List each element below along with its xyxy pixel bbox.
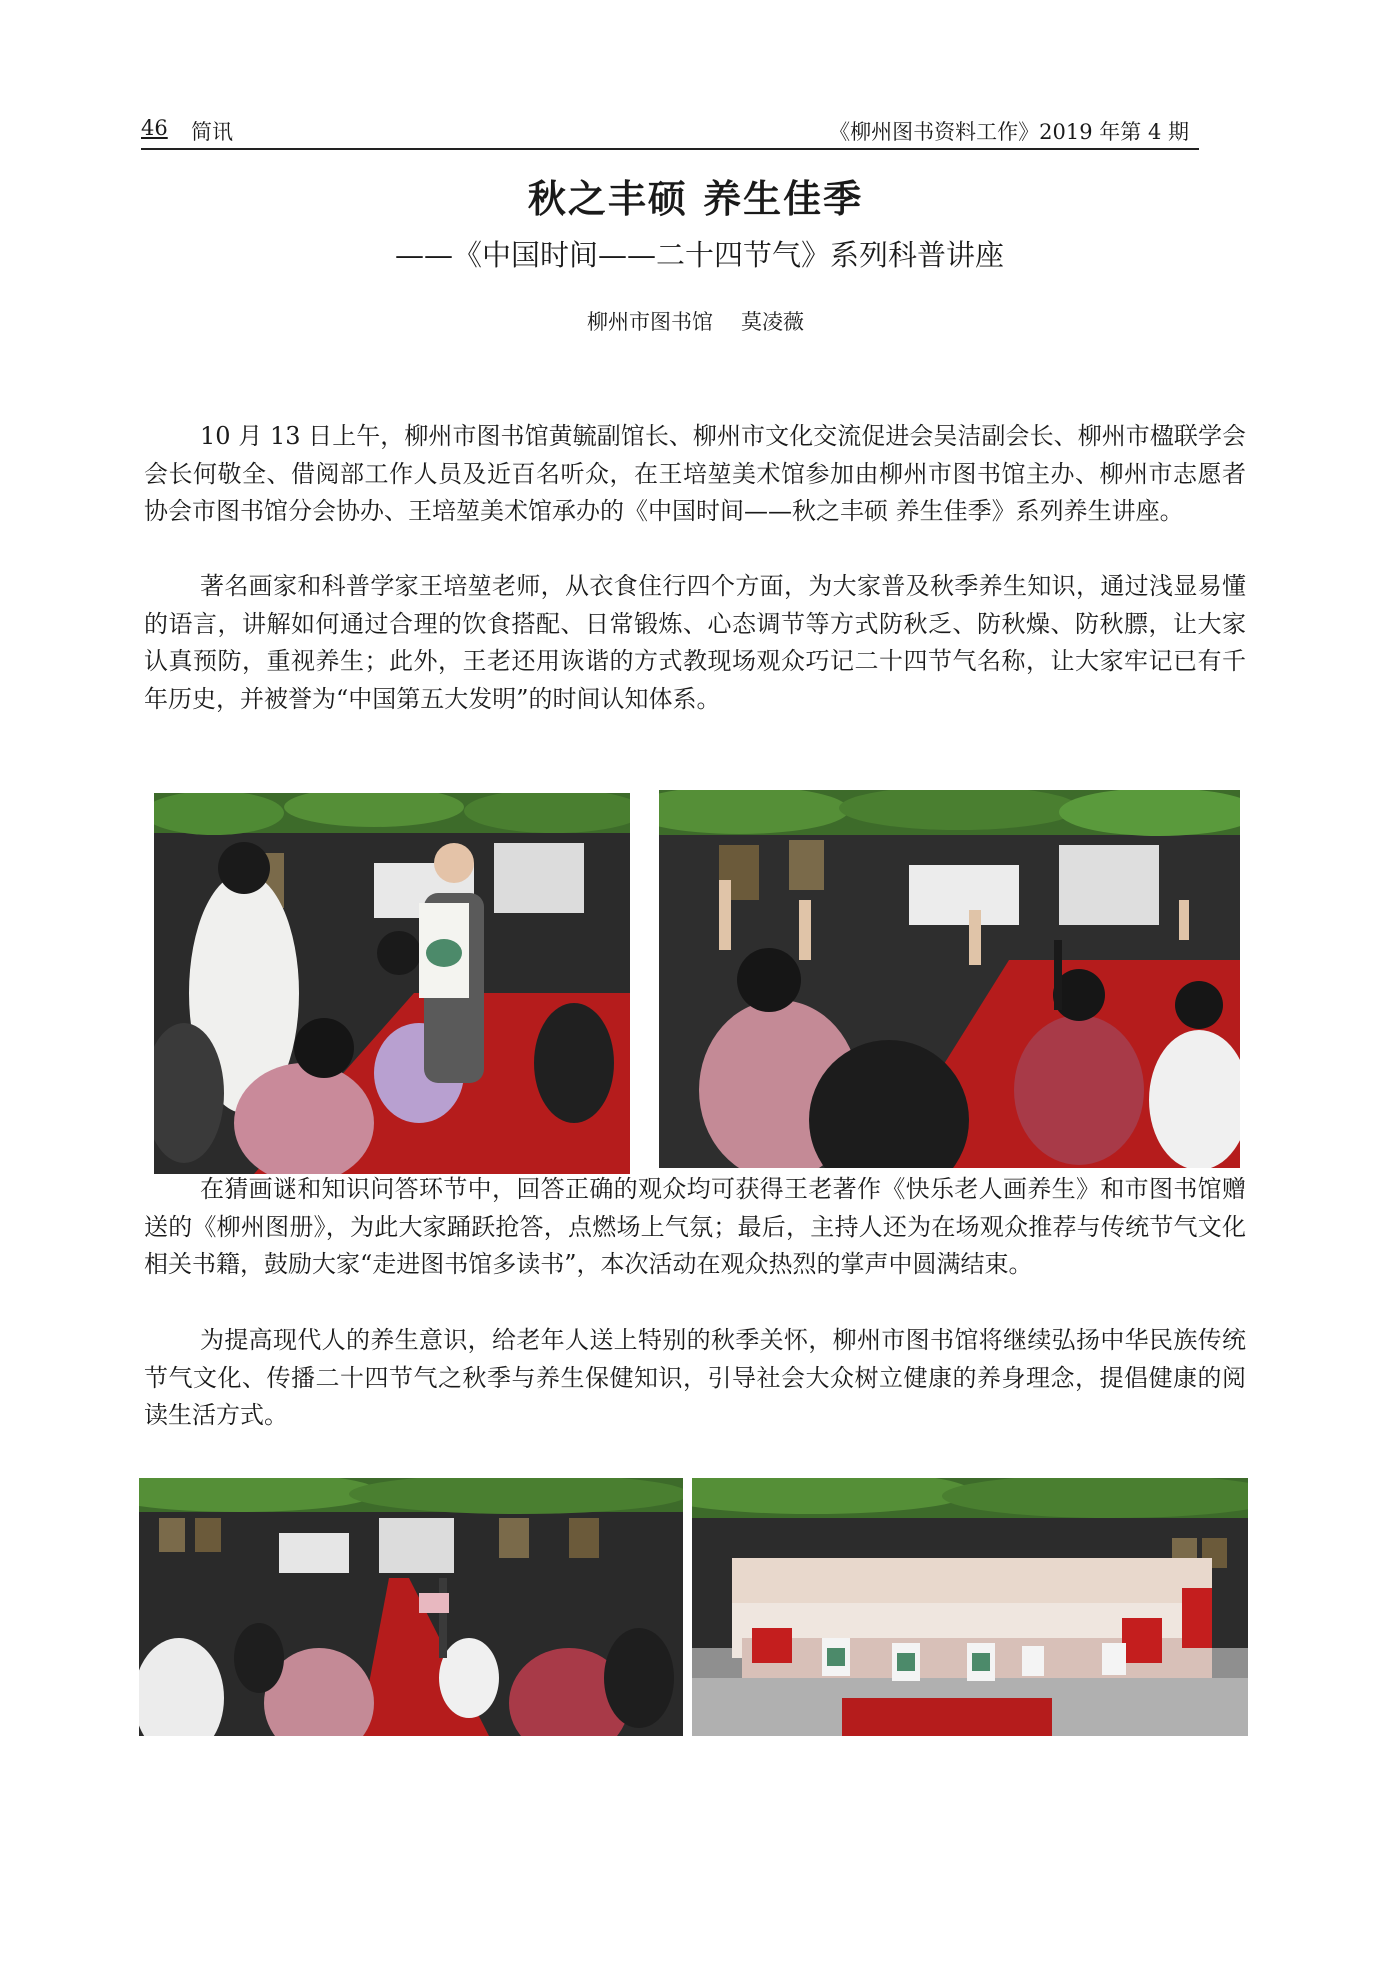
body-paragraph-3: 在猜画谜和知识问答环节中，回答正确的观众均可获得王老著作《快乐老人画养生》和市图书馆赠送的《柳州图册》，为此大家踊跃抢答，点燃场上气氛；最后，主持人还为在场观众推荐与传统节气文化相关书籍，鼓励大家“走进图书馆多读书”，本次活动在观众热烈的掌声中圆满结束。 [144, 1175, 1246, 1278]
photo-audience-raising-hands [659, 790, 1240, 1168]
author-organization: 柳州市图书馆 [587, 310, 713, 334]
page-header [141, 112, 1199, 150]
article-author [0, 306, 1391, 336]
section-label: 简讯 [191, 120, 233, 144]
photo-group-portrait [692, 1478, 1248, 1736]
body-paragraph-1: 10 月 13 日上午，柳州市图书馆黄毓副馆长、柳州市文化交流促进会吴洁副会长、柳州市楹联学会会长何敬全、借阅部工作人员及近百名听众，在王培堃美术馆参加由柳州市图书馆主办、柳州市志愿者协会市图书馆分会协办、王培堃美术馆承办的《中国时间——秋之丰硕 养生佳季》系列养生讲座。 [144, 422, 1246, 525]
page-number: 46 [141, 116, 168, 140]
journal-issue: 《柳州图书资料工作》2019 年第 4 期 [829, 120, 1189, 144]
body-paragraph-4: 为提高现代人的养生意识，给老年人送上特别的秋季关怀，柳州市图书馆将继续弘扬中华民族传统节气文化、传播二十四节气之秋季与养生保健知识，引导社会大众树立健康的养身理念，提倡健康的阅读生活方式。 [144, 1326, 1246, 1429]
photo-lecture-hall-audience [139, 1478, 683, 1736]
body-paragraph-2: 著名画家和科普学家王培堃老师，从衣食住行四个方面，为大家普及秋季养生知识，通过浅显易懂的语言，讲解如何通过合理的饮食搭配、日常锻炼、心态调节等方式防秋乏、防秋燥、防秋膘，让大家认真预防，重视养生；此外，王老还用诙谐的方式教现场观众巧记二十四节气名称，让大家牢记已有千年历史，并被誉为“中国第五大发明”的时间认知体系。 [144, 572, 1246, 713]
article-title: 秋之丰硕 养生佳季 [527, 176, 864, 221]
author-name: 莫凌薇 [741, 310, 804, 334]
photo-lecturer-with-painting [154, 793, 630, 1174]
article-subtitle: ——《中国时间——二十四节气》系列科普讲座 [394, 238, 1004, 272]
